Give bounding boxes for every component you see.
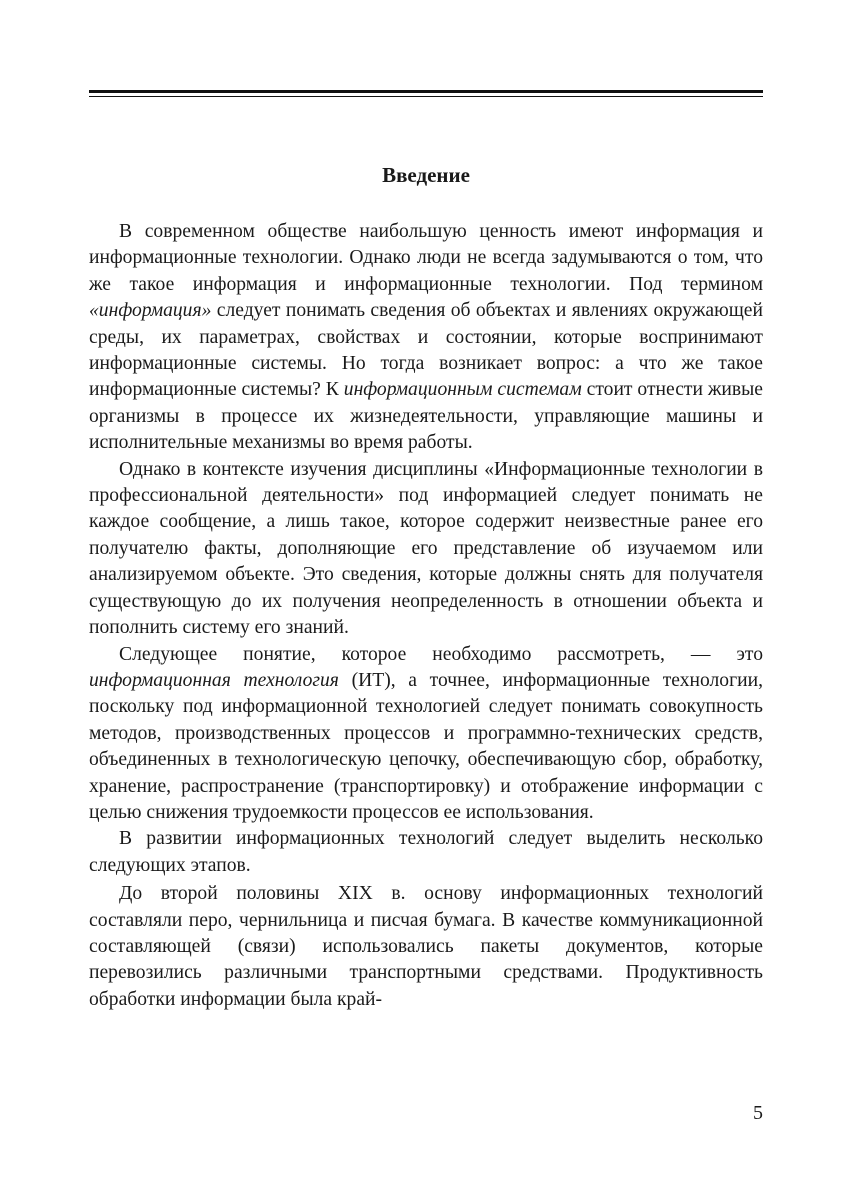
body-text	[89, 219, 763, 1013]
text-run: В развитии информационных технологий следует выделить несколько следующих этапов.	[89, 828, 763, 876]
paragraph	[89, 826, 763, 879]
paragraph	[89, 457, 763, 642]
paragraph	[89, 881, 763, 1013]
paragraph	[89, 642, 763, 827]
text-run: В современном обществе наибольшую ценность имеют информация и информационные технологии. Однако люди не всегда задумываются о том, что же такое информация и информационные технологии. Под термином	[89, 221, 763, 295]
term-information-technology: информационная технология	[89, 669, 339, 691]
term-information-systems: информационным системам	[343, 379, 582, 401]
text-run: стоит отнести живые организмы в процессе их жизнедеятельности, управляющие машины и исполнительные механизмы во время работы.	[89, 379, 763, 454]
chapter-title: Введение	[382, 163, 470, 187]
header-rule-thick	[89, 90, 763, 93]
page-number: 5	[753, 1102, 763, 1124]
text-run: следует понимать сведения об объектах и явлениях окружающей среды, их параметрах, свойствах и состоянии, которые воспринимают информационные системы. Но тогда возникает вопрос: а что же такое информационные системы? К	[89, 300, 763, 401]
text-run: Следующее понятие, которое необходимо рассмотреть, — это	[119, 643, 763, 665]
paragraph	[89, 219, 763, 457]
text-run: (ИТ), а точнее, информационные технологии, поскольку под информационной технологией следует понимать совокупность методов, производственных процессов и программно-технических средств, объединенных в технологическую цепочку, обеспечивающую сбор, обработку, хранение, распространение (транспортировку) и отображение информации с целью снижения трудоемкости процессов ее использования.	[89, 669, 763, 823]
term-informatsiya: «информация»	[89, 300, 212, 322]
header-rule-thin	[89, 96, 763, 97]
text-run: До второй половины XIX в. основу информационных технологий составляли перо, чернильница и писчая бумага. В качестве коммуникационной составляющей (связи) использовались пакеты документов, которые перевозились различными транспортными средствами. Продуктивность обработки информации была край-	[89, 883, 763, 1010]
text-run: Однако в контексте изучения дисциплины «Информационные технологии в профессиональной деятельности» под информацией следует понимать не каждое сообщение, а лишь такое, которое содержит неизвестные ранее его получателю факты, дополняющие его представление об изучаемом или анализируемом объекте. Это сведения, которые должны снять для получателя существующую до их получения неопределенность в отношении объекта и пополнить систему его знаний.	[89, 458, 763, 639]
